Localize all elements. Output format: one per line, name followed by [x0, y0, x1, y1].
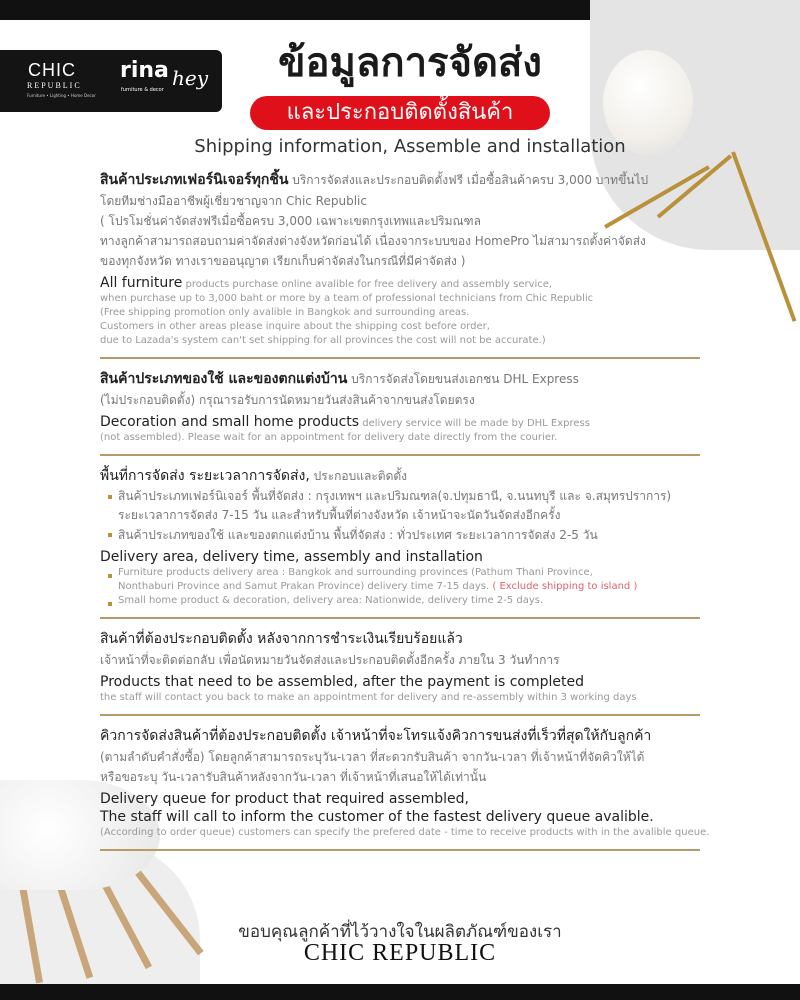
divider	[100, 357, 700, 359]
divider	[100, 454, 700, 456]
section-decoration	[100, 369, 720, 449]
title-pill: และประกอบติดตั้งสินค้า	[250, 96, 550, 130]
en-heading: Decoration and small home products	[100, 414, 360, 430]
th-line: (ตามลำดับคำสั่งซื้อ) โดยลูกค้าสามารถระบุวัน-เวลา ที่สะดวกรับสินค้า จากวัน-เวลา ที่เจ้าหน้าที่จัดคิวให้ได้	[100, 750, 645, 764]
bullet-line: ระยะเวลาการจัดส่ง 7-15 วัน และสำหรับพื้นที่ต่างจังหวัด เจ้าหน้าจะนัดวันจัดส่งอีกครั้ง	[118, 508, 561, 522]
page-subtitle: Shipping information, Assemble and installation	[194, 136, 626, 157]
chic-logo: CHIC	[28, 60, 76, 80]
divider	[100, 849, 700, 851]
th-heading-rest: บริการจัดส่งโดยขนส่งเอกชน DHL Express	[347, 372, 579, 386]
chic-tagline: Furniture • Lighting • Home Decor	[27, 93, 96, 98]
content	[100, 170, 720, 861]
page-title: ข้อมูลการจัดส่ง	[278, 40, 542, 86]
th-bullet	[100, 487, 720, 525]
en-bullet	[100, 566, 720, 594]
th-bullet	[100, 525, 720, 545]
en-line: (Free shipping promotion only avalible in Bangkok and surrounding areas.	[100, 307, 470, 318]
section-furniture	[100, 170, 720, 352]
en-heading-rest: delivery service will be made by DHL Express	[359, 418, 590, 429]
rina-logo: rina	[120, 58, 169, 83]
bullet-line: สินค้าประเภทเฟอร์นิเจอร์ พื้นที่จัดส่ง : กรุงเทพฯ และปริมณฑล(จ.ปทุมธานี, จ.นนทบุรี และ จ.สมุทรปราการ)	[118, 489, 672, 503]
th-heading: คิวการจัดส่งสินค้าที่ต้องประกอบติดตั้ง เจ้าหน้าที่จะโทรแจ้งคิวการขนส่งที่เร็วที่สุดให้กับลูกค้า	[100, 728, 652, 744]
exclude-island-note: ( Exclude shipping to island )	[489, 581, 638, 592]
bullet-line: Furniture products delivery area : Bangkok and surrounding provinces (Pathum Thani Province,	[118, 567, 593, 578]
th-heading: พื้นที่การจัดส่ง ระยะเวลาการจัดส่ง,	[100, 468, 310, 484]
en-heading-rest: products purchase online avalible for free delivery and assembly service,	[182, 279, 553, 290]
en-bullet	[100, 594, 720, 608]
bullet-line: Small home product & decoration, delivery area: Nationwide, delivery time 2-5 days.	[118, 595, 544, 606]
republic-logo: REPUBLIC	[27, 81, 82, 90]
en-line: due to Lazada's system can't set shipping for all provinces the cost will not be accurate.)	[100, 335, 546, 346]
en-line: Customers in other areas please inquire about the shipping cost before order,	[100, 321, 490, 332]
th-line: เจ้าหน้าที่จะติดต่อกลับ เพื่อนัดหมายวันจัดส่งและประกอบติดตั้งอีกครั้ง ภายใน 3 วันทำการ	[100, 653, 560, 667]
top-bar	[0, 0, 625, 20]
th-line: ( โปรโมชั่นค่าจัดส่งฟรีเมื่อซื้อครบ 3,000 เฉพาะเขตกรุงเทพและปริมณฑล	[100, 214, 481, 228]
en-line: when purchase up to 3,000 baht or more by a team of professional technicians from Chic Republic	[100, 293, 594, 304]
th-heading-rest: บริการจัดส่งและประกอบติดตั้งฟรี เมื่อซื้อสินค้าครบ 3,000 บาทขึ้นไป	[288, 173, 649, 187]
th-heading: สินค้าประเภทเฟอร์นิเจอร์ทุกชิ้น	[100, 172, 289, 188]
th-heading-rest: ประกอบและติดตั้ง	[309, 469, 408, 483]
divider	[100, 617, 700, 619]
section-assembly	[100, 629, 720, 709]
en-heading: Products that need to be assembled, after the payment is completed	[100, 674, 584, 690]
bullet-line: สินค้าประเภทของใช้ และของตกแต่งบ้าน พื้นที่จัดส่ง : ทั่วประเทศ ระยะเวลาการจัดส่ง 2-5 วัน	[118, 528, 598, 542]
bottom-bar	[0, 984, 800, 1000]
en-line: (not assembled). Please wait for an appointment for delivery date directly from the courier.	[100, 432, 558, 443]
th-line: ของทุกจังหวัด ทางเราขออนุญาต เรียกเก็บค่าจัดส่งในกรณีที่มีค่าจัดส่ง )	[100, 254, 466, 268]
th-heading: สินค้าประเภทของใช้ และของตกแต่งบ้าน	[100, 371, 348, 387]
en-heading-2: The staff will call to inform the customer of the fastest delivery queue avalible.	[100, 809, 654, 825]
section-queue	[100, 726, 720, 844]
th-line: หรือขอระบุ วัน-เวลารับสินค้าหลังจากวัน-เวลา ที่เจ้าหน้าที่เสนอให้ได้เท่านั้น	[100, 770, 487, 784]
th-line: (ไม่ประกอบติดตั้ง) กรุณารอรับการนัดหมายวันส่งสินค้าจากขนส่งโดยตรง	[100, 393, 475, 407]
rina-tagline: furniture & decor	[121, 87, 164, 93]
th-line: ทางลูกค้าสามารถสอบถามค่าจัดส่งต่างจังหวัดก่อนได้ เนื่องจากระบบของ HomePro ไม่สามารถตั้งค่าจัดส่ง	[100, 234, 646, 248]
en-heading: Delivery area, delivery time, assembly and installation	[100, 549, 483, 565]
section-delivery-area	[100, 466, 720, 612]
hey-logo: hey	[172, 66, 209, 90]
bullet-line: Nonthaburi Province and Samut Prakan Province) delivery time 7-15 days.	[118, 581, 490, 592]
footer-brand: CHIC REPUBLIC	[303, 940, 497, 966]
en-line: the staff will contact you back to make an appointment for delivery and re-assembly within 3 working days	[100, 692, 637, 703]
brand-logo-box	[0, 50, 222, 112]
th-heading: สินค้าที่ต้องประกอบติดตั้ง หลังจากการชำระเงินเรียบร้อยแล้ว	[100, 631, 463, 647]
th-line: โดยทีมช่างมืออาชีพผู้เชี่ยวชาญจาก Chic Republic	[100, 194, 367, 208]
en-heading: All furniture	[100, 275, 183, 291]
footer-thanks: ขอบคุณลูกค้าที่ไว้วางใจในผลิตภัณฑ์ของเรา	[238, 922, 562, 942]
en-heading: Delivery queue for product that required assembled,	[100, 791, 470, 807]
en-line: (According to order queue) customers can specify the prefered date - time to receive products with in the avalible queue.	[100, 827, 710, 838]
divider	[100, 714, 700, 716]
